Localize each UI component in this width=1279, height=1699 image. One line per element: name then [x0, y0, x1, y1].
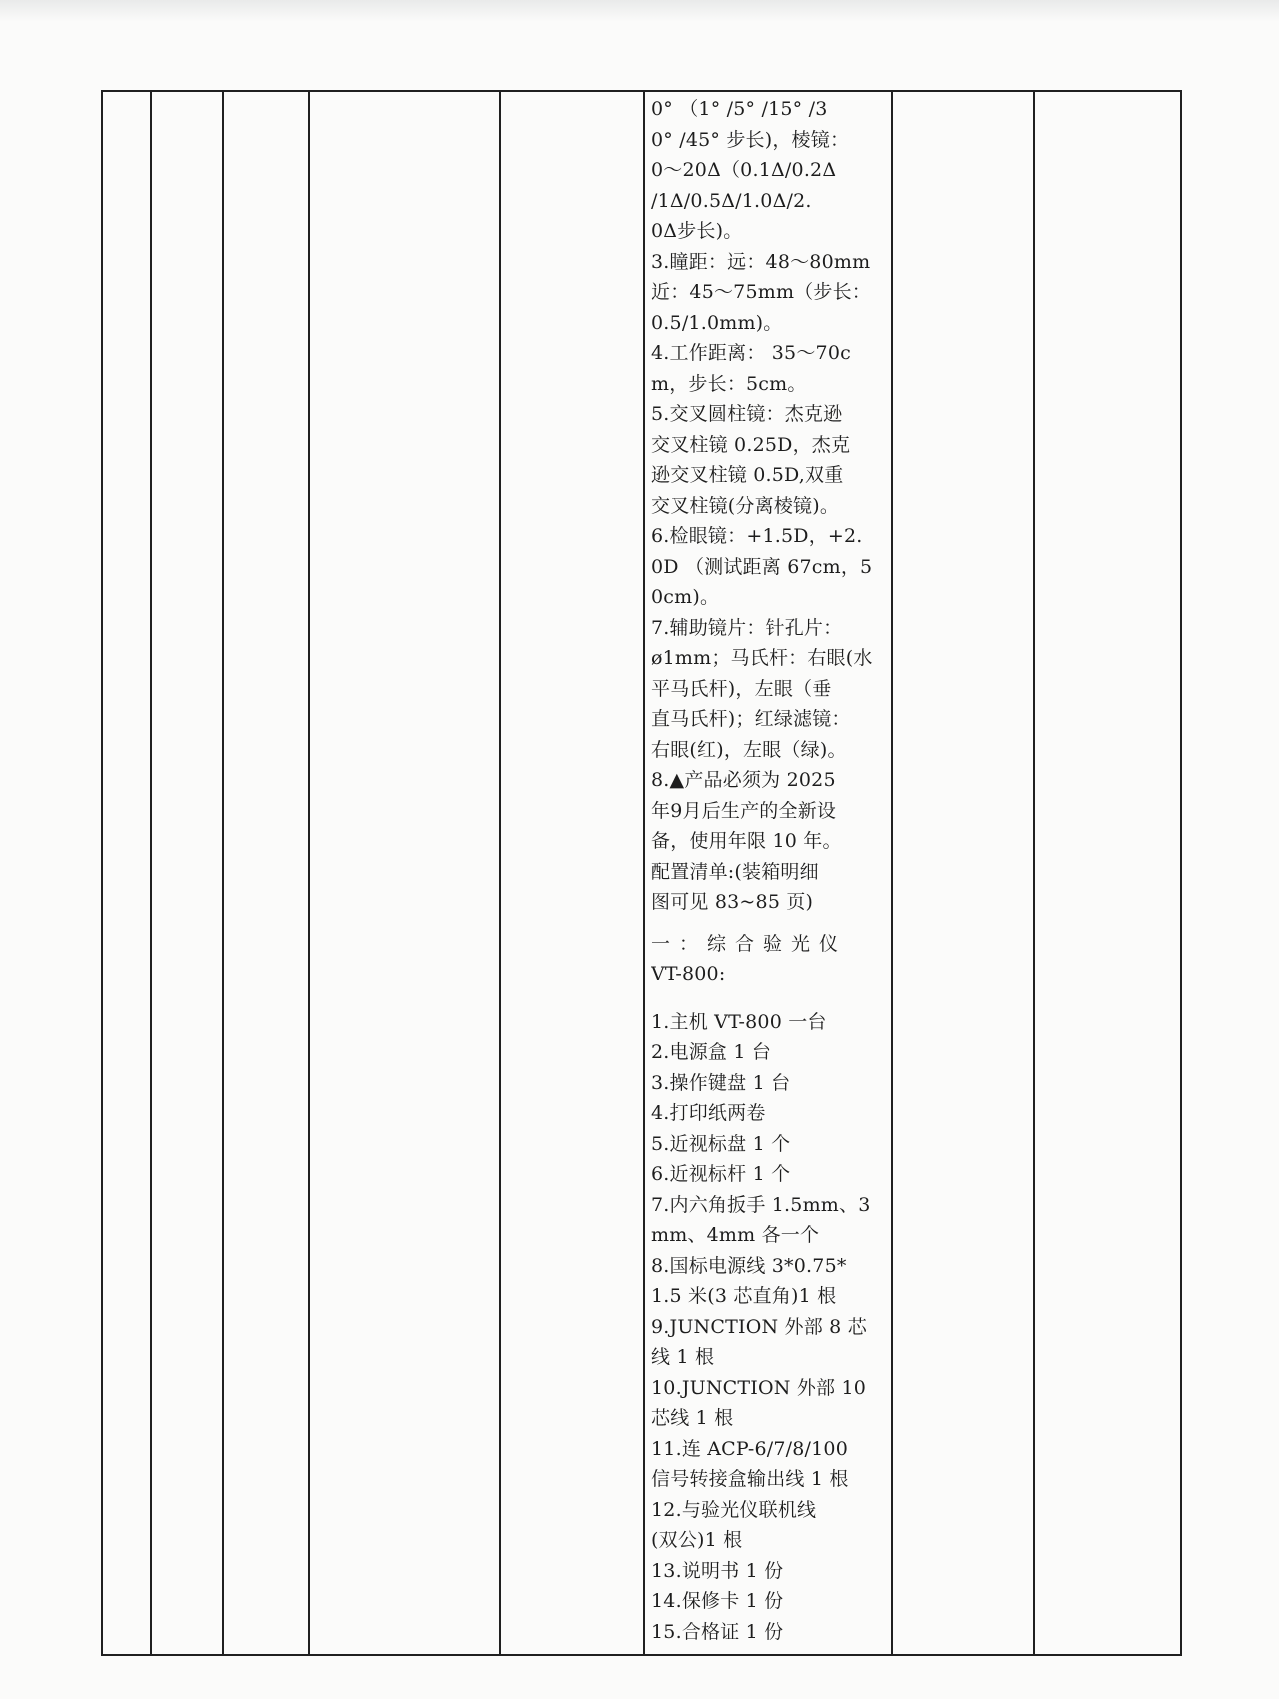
column-divider — [1033, 92, 1035, 1654]
spec-line: ø1mm；马氏杆：右眼(水 — [651, 647, 873, 669]
spec-line: 年9月后生产的全新设 — [651, 799, 837, 822]
config-item: 信号转接盒输出线 1 根 — [651, 1468, 849, 1490]
spec-line: 0～20Δ（0.1Δ/0.2Δ — [651, 159, 837, 181]
config-item: 1.5 米(3 芯直角)1 根 — [651, 1285, 837, 1307]
column-divider — [308, 92, 310, 1654]
config-item: 9.JUNCTION 外部 8 芯 — [651, 1315, 867, 1338]
config-item: 5.近视标盘 1 个 — [651, 1132, 791, 1155]
spec-table — [101, 90, 1182, 1656]
spec-line: 平马氏杆)，左眼（垂 — [651, 677, 832, 700]
config-item: 15.合格证 1 份 — [651, 1620, 784, 1643]
config-item: 14.保修卡 1 份 — [651, 1590, 784, 1612]
spec-line: /1Δ/0.5Δ/1.0Δ/2. — [651, 189, 812, 212]
spec-line: 近：45～75mm（步长： — [651, 281, 871, 303]
spec-line: 4.工作距离： 35～70c — [651, 342, 851, 364]
spec-line: 8.▲产品必须为 2025 — [651, 769, 836, 791]
spec-line: 0° （1° /5° /15° /3 — [651, 98, 828, 120]
column-divider — [499, 92, 501, 1654]
spec-line: 6.检眼镜：+1.5D，+2. — [651, 525, 863, 547]
spec-line: 交叉柱镜 0.25D，杰克 — [651, 433, 851, 456]
config-item: (双公)1 根 — [651, 1529, 743, 1551]
spec-line: 直马氏杆)；红绿滤镜： — [651, 708, 851, 730]
config-item: 8.国标电源线 3*0.75* — [651, 1254, 847, 1277]
config-item: 2.电源盒 1 台 — [651, 1041, 772, 1063]
scan-edge — [0, 0, 1279, 22]
config-item: 6.近视标杆 1 个 — [651, 1163, 791, 1185]
column-divider — [222, 92, 224, 1654]
spec-line: 图可见 83~85 页) — [651, 891, 814, 913]
spec-line: 配置清单:(装箱明细 — [651, 860, 819, 883]
spec-line: 0° /45° 步长)，棱镜： — [651, 128, 850, 151]
section-heading: 一：综合验光仪 — [651, 932, 848, 955]
config-item: 13.说明书 1 份 — [651, 1559, 784, 1582]
config-item: 10.JUNCTION 外部 10 — [651, 1376, 867, 1399]
spec-line: 7.辅助镜片：针孔片： — [651, 616, 843, 639]
config-item: 3.操作键盘 1 台 — [651, 1071, 791, 1094]
spec-line: 逊交叉柱镜 0.5D,双重 — [651, 464, 844, 486]
config-item: 线 1 根 — [651, 1346, 715, 1368]
spec-list — [651, 94, 883, 918]
config-list — [651, 1007, 883, 1648]
column-divider — [643, 92, 645, 1654]
column-divider — [150, 92, 152, 1654]
spec-cell — [651, 94, 883, 1647]
config-item: 12.与验光仪联机线 — [651, 1498, 817, 1521]
spec-line: 0Δ步长)。 — [651, 220, 743, 242]
spec-line: m，步长：5cm。 — [651, 372, 807, 395]
config-item: 7.内六角扳手 1.5mm、3 — [651, 1193, 871, 1216]
config-item: mm、4mm 各一个 — [651, 1224, 820, 1246]
config-item: 1.主机 VT-800 一台 — [651, 1010, 827, 1033]
spec-line: 0.5/1.0mm)。 — [651, 311, 783, 334]
spec-line: 右眼(红)，左眼（绿)。 — [651, 738, 847, 761]
spec-line: 备，使用年限 10 年。 — [651, 830, 842, 852]
spec-line: 0D （测试距离 67cm，5 — [651, 555, 873, 578]
spec-line: 5.交叉圆柱镜：杰克逊 — [651, 403, 843, 425]
config-item: 11.连 ACP-6/7/8/100 — [651, 1437, 849, 1460]
column-divider — [891, 92, 893, 1654]
spec-line: 0cm)。 — [651, 586, 720, 608]
section-heading-model: VT-800: — [651, 963, 726, 985]
config-item: 4.打印纸两卷 — [651, 1102, 766, 1124]
spec-line: 交叉柱镜(分离棱镜)。 — [651, 494, 840, 517]
spec-line: 3.瞳距：远：48～80mm — [651, 250, 871, 273]
config-item: 芯线 1 根 — [651, 1407, 734, 1429]
